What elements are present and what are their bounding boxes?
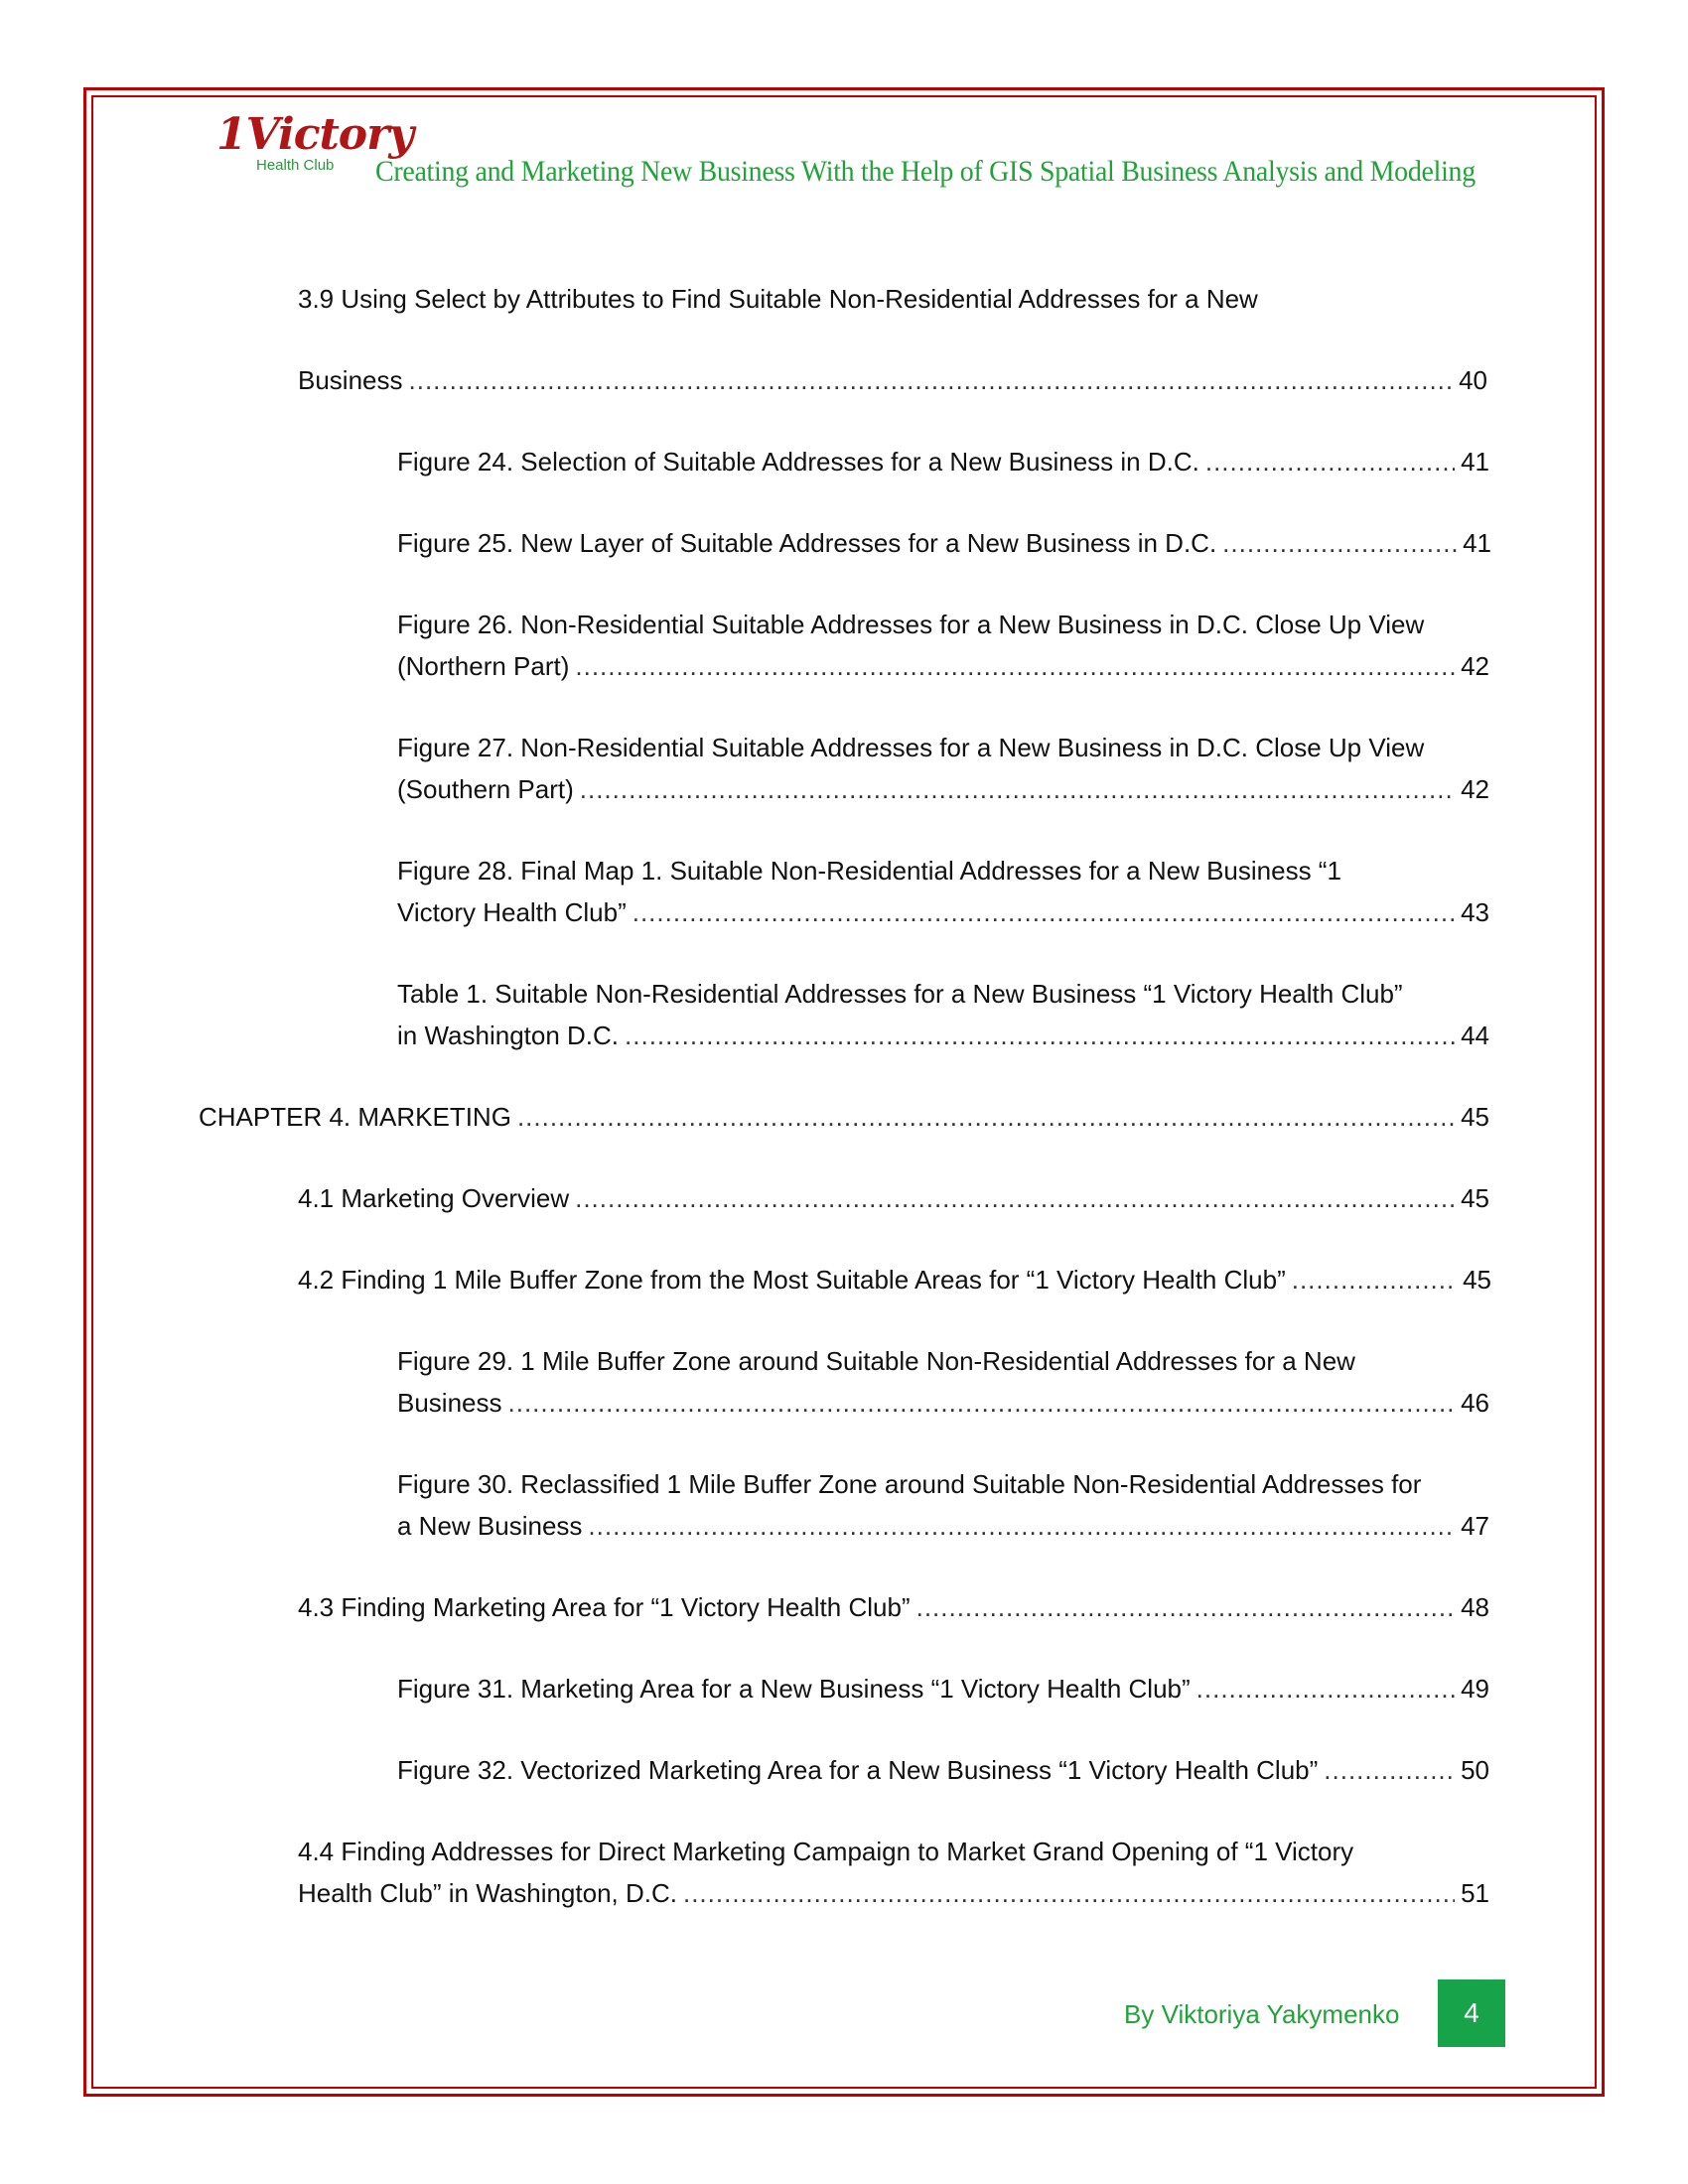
toc-page-number: 50 (1461, 1755, 1489, 1785)
toc-entry-title: Figure 31. Marketing Area for a New Business “1 Victory Health Club” (397, 1674, 1191, 1704)
toc-entry-title: Business (397, 1388, 502, 1418)
toc-entry-line: Figure 26. Non-Residential Suitable Addresses for a New Business in D.C. Close Up View (397, 610, 1425, 639)
toc-entry-figure-30[interactable] (397, 1511, 1489, 1541)
toc-page-number: 41 (1463, 528, 1491, 558)
toc-entry-figure-27[interactable] (397, 774, 1489, 804)
toc-leader-dots (1222, 528, 1457, 558)
toc-page-number: 48 (1461, 1592, 1489, 1622)
toc-leader-dots (916, 1592, 1455, 1622)
toc-leader-dots (588, 1511, 1455, 1541)
toc-page-number: 45 (1461, 1102, 1489, 1132)
toc-entry-line: Table 1. Suitable Non-Residential Addresses for a New Business “1 Victory Health Club” (397, 979, 1403, 1009)
toc-page-number: 41 (1461, 447, 1489, 477)
toc-entry-title: 4.3 Finding Marketing Area for “1 Victory Health Club” (298, 1592, 911, 1622)
toc-page-number: 44 (1461, 1021, 1489, 1050)
toc-page-number: 49 (1461, 1674, 1489, 1704)
toc-leader-dots (633, 897, 1455, 927)
toc-entry-chapter-4[interactable] (199, 1102, 1489, 1132)
toc-entry-title: 4.2 Finding 1 Mile Buffer Zone from the Most Suitable Areas for “1 Victory Health Club” (298, 1265, 1286, 1295)
toc-page-number: 51 (1461, 1878, 1489, 1908)
toc-entry-title: a New Business (397, 1511, 583, 1541)
toc-entry-title: Figure 32. Vectorized Marketing Area for a New Business “1 Victory Health Club” (397, 1755, 1319, 1785)
toc-page-number: 46 (1461, 1388, 1489, 1418)
victory-logo (207, 107, 413, 187)
toc-entry-title: 4.1 Marketing Overview (298, 1183, 570, 1213)
toc-page-number: 43 (1461, 897, 1489, 927)
toc-entry-figure-29[interactable] (397, 1388, 1489, 1418)
toc-entry-4-2[interactable] (298, 1265, 1491, 1295)
toc-entry-figure-32[interactable] (397, 1755, 1489, 1785)
toc-page-number: 40 (1459, 365, 1487, 395)
toc-leader-dots (1196, 1674, 1455, 1704)
toc-leader-dots (508, 1388, 1456, 1418)
toc-leader-dots (409, 365, 1454, 395)
toc-entry-title: Figure 25. New Layer of Suitable Addresses for a New Business in D.C. (397, 528, 1217, 558)
toc-entry-line: Figure 27. Non-Residential Suitable Addresses for a New Business in D.C. Close Up View (397, 733, 1425, 762)
toc-page-number: 47 (1461, 1511, 1489, 1541)
toc-page-number: 45 (1461, 1183, 1489, 1213)
toc-leader-dots (625, 1021, 1455, 1050)
logo-subtext: Health Club (256, 157, 335, 174)
toc-entry-line: Figure 30. Reclassified 1 Mile Buffer Zone around Suitable Non-Residential Addresses for (397, 1469, 1422, 1499)
toc-leader-dots (1292, 1265, 1457, 1295)
toc-leader-dots (1324, 1755, 1455, 1785)
toc-entry-title: (Northern Part) (397, 651, 570, 681)
footer-author: By Viktoriya Yakymenko (1124, 1999, 1400, 2029)
toc-page-number: 42 (1461, 774, 1489, 804)
toc-entry-figure-31[interactable] (397, 1674, 1489, 1704)
toc-entry-title: Victory Health Club” (397, 897, 627, 927)
toc-entry-line: Figure 29. 1 Mile Buffer Zone around Suitable Non-Residential Addresses for a New (397, 1346, 1355, 1376)
toc-entry-title: Health Club” in Washington, D.C. (298, 1878, 677, 1908)
toc-entry-line: 3.9 Using Select by Attributes to Find Suitable Non-Residential Addresses for a New (298, 284, 1258, 314)
toc-entry-figure-25[interactable] (397, 528, 1491, 558)
toc-entry-table-1[interactable] (397, 1021, 1489, 1050)
toc-entry-title: CHAPTER 4. MARKETING (199, 1102, 511, 1132)
toc-entry-line: Figure 28. Final Map 1. Suitable Non-Residential Addresses for a New Business “1 (397, 856, 1341, 886)
toc-entry-title: in Washington D.C. (397, 1021, 620, 1050)
running-header-title: Creating and Marketing New Business With the Help of GIS Spatial Business Analysis and Modeling (375, 155, 1476, 188)
toc-leader-dots (517, 1102, 1455, 1132)
logo-script: 1Victory (216, 109, 413, 160)
toc-entry-title: Figure 24. Selection of Suitable Addresses for a New Business in D.C. (397, 447, 1199, 477)
toc-leader-dots (580, 774, 1455, 804)
toc-page-number: 42 (1461, 651, 1489, 681)
toc-entry-4-4[interactable] (298, 1878, 1489, 1908)
toc-entry-figure-28[interactable] (397, 897, 1489, 927)
page-number-badge: 4 (1438, 1979, 1505, 2047)
toc-entry-line: 4.4 Finding Addresses for Direct Marketing Campaign to Market Grand Opening of “1 Victory (298, 1837, 1354, 1866)
toc-page-number: 45 (1463, 1265, 1491, 1295)
toc-entry-title: Business (298, 365, 403, 395)
toc-leader-dots (575, 1183, 1455, 1213)
toc-leader-dots (1205, 447, 1455, 477)
toc-entry-title: (Southern Part) (397, 774, 574, 804)
toc-entry-4-3[interactable] (298, 1592, 1489, 1622)
toc-entry-3-9[interactable] (298, 365, 1487, 395)
toc-leader-dots (683, 1878, 1455, 1908)
toc-entry-figure-24[interactable] (397, 447, 1489, 477)
toc-leader-dots (575, 651, 1455, 681)
toc-entry-figure-26[interactable] (397, 651, 1489, 681)
toc-entry-4-1[interactable] (298, 1183, 1489, 1213)
